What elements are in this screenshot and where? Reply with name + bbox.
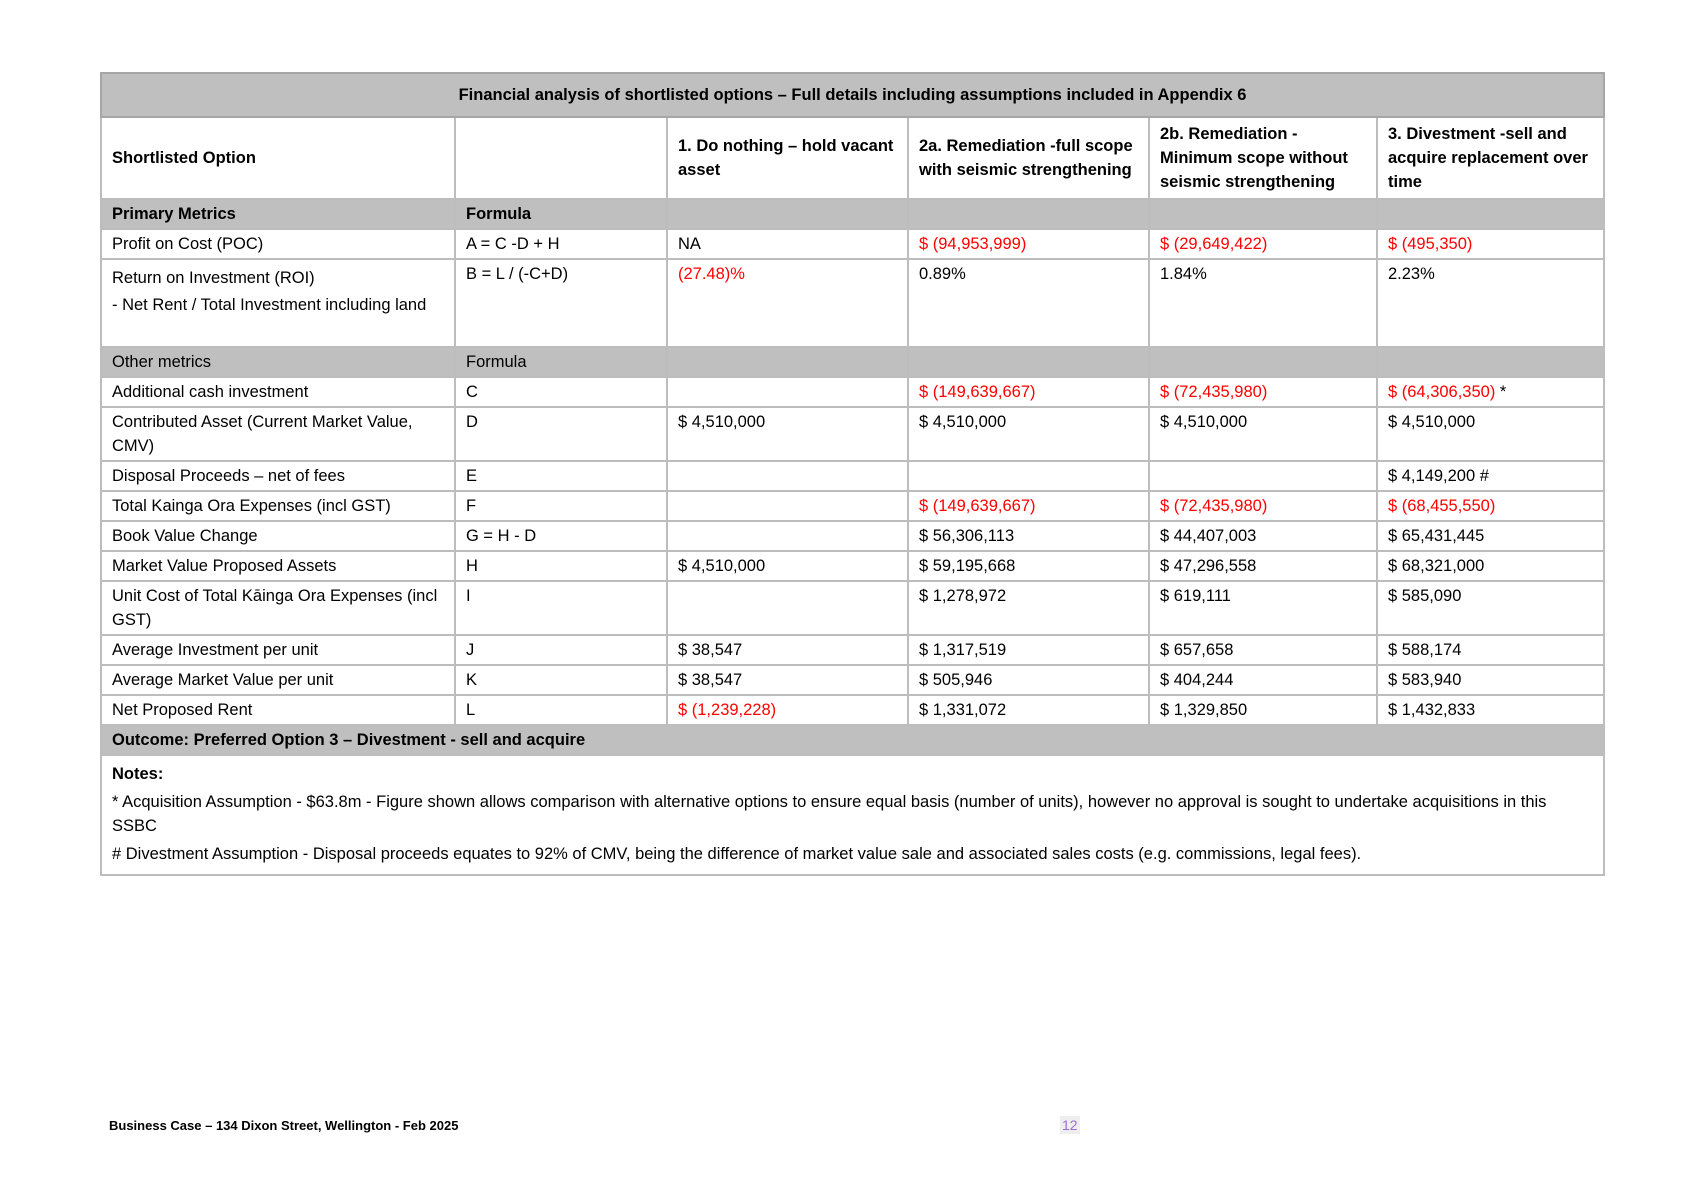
metric-description: - Net Rent / Total Investment including land <box>112 296 427 314</box>
value-cell <box>667 665 908 695</box>
value-cell <box>908 229 1149 259</box>
metric-name: Profit on Cost (POC) <box>112 235 264 253</box>
formula-cell: I <box>455 581 667 635</box>
value: $ 56,306,113 <box>919 527 1015 545</box>
value-cell <box>1149 259 1377 347</box>
value: $ 4,149,200 # <box>1388 467 1489 485</box>
value: $ (94,953,999) <box>919 235 1027 253</box>
section-header-row <box>101 199 1604 229</box>
value-cell <box>908 377 1149 407</box>
value-cell <box>1377 377 1604 407</box>
metric-name: Disposal Proceeds – net of fees <box>112 467 345 485</box>
formula-cell: B = L / (-C+D) <box>455 259 667 347</box>
formula-cell: C <box>455 377 667 407</box>
outcome-row <box>101 725 1604 755</box>
table-row <box>101 407 1604 461</box>
value-cell <box>908 461 1149 491</box>
page-number: 12 <box>1062 1117 1078 1133</box>
value-cell <box>667 581 908 635</box>
formula-label: Formula <box>455 199 667 229</box>
metric-cell <box>101 551 455 581</box>
value-cell <box>1149 665 1377 695</box>
value: $ (149,639,667) <box>919 497 1036 515</box>
metric-cell <box>101 695 455 725</box>
outcome-text: Outcome: Preferred Option 3 – Divestment - sell and acquire <box>101 725 1604 755</box>
value: $ 4,510,000 <box>1388 413 1476 431</box>
value-cell <box>667 377 908 407</box>
value-cell <box>667 259 908 347</box>
value-cell <box>1377 635 1604 665</box>
header-blank <box>455 117 667 199</box>
value-cell <box>1149 551 1377 581</box>
table-row <box>101 551 1604 581</box>
value: $ 1,432,833 <box>1388 701 1476 719</box>
table-row <box>101 635 1604 665</box>
notes-heading: Notes: <box>112 765 164 783</box>
metric-cell <box>101 229 455 259</box>
value-cell <box>1149 407 1377 461</box>
value-cell <box>1149 695 1377 725</box>
value: (27.48)% <box>678 265 745 283</box>
formula-cell: H <box>455 551 667 581</box>
metric-cell <box>101 491 455 521</box>
value-cell <box>667 461 908 491</box>
metric-name: Average Market Value per unit <box>112 671 334 689</box>
metric-cell <box>101 377 455 407</box>
value: $ 588,174 <box>1388 641 1462 659</box>
value: $ 1,278,972 <box>919 587 1007 605</box>
value-cell <box>667 491 908 521</box>
formula-cell: F <box>455 491 667 521</box>
value: $ 47,296,558 <box>1160 557 1257 575</box>
value-cell <box>1377 407 1604 461</box>
section-blank-cell <box>1149 199 1377 229</box>
value: $ 4,510,000 <box>1160 413 1248 431</box>
value: $ (495,350) <box>1388 235 1473 253</box>
formula-cell: L <box>455 695 667 725</box>
table-row <box>101 491 1604 521</box>
footnote-marker: * <box>1495 383 1507 401</box>
section-blank-cell <box>908 199 1149 229</box>
option-2a-header: 2a. Remediation -full scope with seismic strengthening <box>908 117 1149 199</box>
formula-cell: K <box>455 665 667 695</box>
footer-text: Business Case – 134 Dixon Street, Wellington - Feb 2025 <box>109 1118 459 1133</box>
section-header-row <box>101 347 1604 377</box>
metric-cell <box>101 407 455 461</box>
value: $ (149,639,667) <box>919 383 1036 401</box>
value: $ 59,195,668 <box>919 557 1016 575</box>
value-cell <box>908 407 1149 461</box>
notes-row <box>101 755 1604 875</box>
table-row <box>101 229 1604 259</box>
metric-name: Book Value Change <box>112 527 258 545</box>
value-cell <box>667 407 908 461</box>
metric-cell <box>101 259 455 347</box>
value-cell <box>1149 581 1377 635</box>
value: $ 657,658 <box>1160 641 1234 659</box>
value-cell <box>1377 461 1604 491</box>
value-cell <box>1149 377 1377 407</box>
value: $ 1,331,072 <box>919 701 1007 719</box>
value: $ 65,431,445 <box>1388 527 1485 545</box>
value-cell <box>1149 635 1377 665</box>
value-cell <box>1377 551 1604 581</box>
value: $ 68,321,000 <box>1388 557 1485 575</box>
value-cell <box>908 635 1149 665</box>
section-label: Primary Metrics <box>101 199 455 229</box>
metric-name: Market Value Proposed Assets <box>112 557 337 575</box>
value-cell <box>908 551 1149 581</box>
value-cell <box>667 521 908 551</box>
value: $ 38,547 <box>678 671 743 689</box>
value: 0.89% <box>919 265 966 283</box>
formula-cell: D <box>455 407 667 461</box>
section-blank-cell <box>667 347 908 377</box>
value: $ 4,510,000 <box>919 413 1007 431</box>
value-cell <box>1377 259 1604 347</box>
value-cell <box>1149 521 1377 551</box>
value: $ 404,244 <box>1160 671 1234 689</box>
value: $ 38,547 <box>678 641 743 659</box>
value: 2.23% <box>1388 265 1435 283</box>
value: $ 1,317,519 <box>919 641 1007 659</box>
note-item: * Acquisition Assumption - $63.8m - Figure shown allows comparison with alternative options to ensure equal basis (number of units), however no approval is sought to undertake acquisitions in this SSBC <box>112 793 1547 835</box>
value: $ (72,435,980) <box>1160 497 1268 515</box>
note-item: # Divestment Assumption - Disposal proceeds equates to 92% of CMV, being the difference of market value sale and associated sales costs (e.g. commissions, legal fees). <box>112 845 1362 863</box>
metric-name: Net Proposed Rent <box>112 701 253 719</box>
value: $ 4,510,000 <box>678 557 766 575</box>
metric-cell <box>101 581 455 635</box>
table-row <box>101 377 1604 407</box>
table-title: Financial analysis of shortlisted options – Full details including assumptions included in Appendix 6 <box>101 73 1604 117</box>
value-cell <box>667 551 908 581</box>
formula-cell: G = H - D <box>455 521 667 551</box>
value: NA <box>678 235 701 253</box>
value: $ (72,435,980) <box>1160 383 1268 401</box>
value-cell <box>908 521 1149 551</box>
value-cell <box>1149 229 1377 259</box>
table-row <box>101 521 1604 551</box>
value-cell <box>667 695 908 725</box>
option-3-header: 3. Divestment -sell and acquire replacement over time <box>1377 117 1604 199</box>
value-cell <box>1377 521 1604 551</box>
metric-cell <box>101 461 455 491</box>
value-cell <box>1149 491 1377 521</box>
metric-cell <box>101 521 455 551</box>
value: $ 44,407,003 <box>1160 527 1257 545</box>
section-blank-cell <box>1149 347 1377 377</box>
value-cell <box>1377 695 1604 725</box>
value-cell <box>908 259 1149 347</box>
value-cell <box>908 665 1149 695</box>
table-row <box>101 695 1604 725</box>
metric-cell <box>101 635 455 665</box>
financial-analysis-table <box>100 72 1605 876</box>
table-row <box>101 461 1604 491</box>
value-cell <box>1377 491 1604 521</box>
value-cell <box>667 635 908 665</box>
metric-name: Average Investment per unit <box>112 641 319 659</box>
value: $ 505,946 <box>919 671 993 689</box>
value: $ 4,510,000 <box>678 413 766 431</box>
value-cell <box>908 491 1149 521</box>
section-blank-cell <box>1377 347 1604 377</box>
value: $ (29,649,422) <box>1160 235 1268 253</box>
value-cell <box>1377 581 1604 635</box>
value: $ 585,090 <box>1388 587 1462 605</box>
section-blank-cell <box>1377 199 1604 229</box>
value-cell <box>1149 461 1377 491</box>
value: $ (64,306,350) <box>1388 383 1496 401</box>
table-row <box>101 581 1604 635</box>
value: $ 619,111 <box>1160 587 1231 605</box>
value-cell <box>908 581 1149 635</box>
value: $ 1,329,850 <box>1160 701 1248 719</box>
table-title-row <box>101 73 1604 117</box>
header-row <box>101 117 1604 199</box>
value: $ 583,940 <box>1388 671 1462 689</box>
section-blank-cell <box>908 347 1149 377</box>
metric-name: Return on Investment (ROI) <box>112 269 315 287</box>
option-2b-header: 2b. Remediation - Minimum scope without seismic strengthening <box>1149 117 1377 199</box>
metric-name: Total Kainga Ora Expenses (incl GST) <box>112 497 391 515</box>
section-blank-cell <box>667 199 908 229</box>
value: $ (68,455,550) <box>1388 497 1496 515</box>
shortlisted-option-label: Shortlisted Option <box>101 117 455 199</box>
metric-name: Contributed Asset (Current Market Value, CMV) <box>112 413 413 455</box>
value-cell <box>908 695 1149 725</box>
value-cell <box>1377 665 1604 695</box>
metric-name: Unit Cost of Total Kāinga Ora Expenses (incl GST) <box>112 587 438 629</box>
metric-name: Additional cash investment <box>112 383 309 401</box>
formula-cell: A = C -D + H <box>455 229 667 259</box>
value: $ (1,239,228) <box>678 701 777 719</box>
value: 1.84% <box>1160 265 1207 283</box>
metric-cell <box>101 665 455 695</box>
formula-cell: E <box>455 461 667 491</box>
formula-label: Formula <box>455 347 667 377</box>
table-row <box>101 665 1604 695</box>
table-row <box>101 259 1604 347</box>
formula-cell: J <box>455 635 667 665</box>
option-1-header: 1. Do nothing – hold vacant asset <box>667 117 908 199</box>
value-cell <box>1377 229 1604 259</box>
section-label: Other metrics <box>101 347 455 377</box>
notes-cell <box>101 755 1604 875</box>
value-cell <box>667 229 908 259</box>
